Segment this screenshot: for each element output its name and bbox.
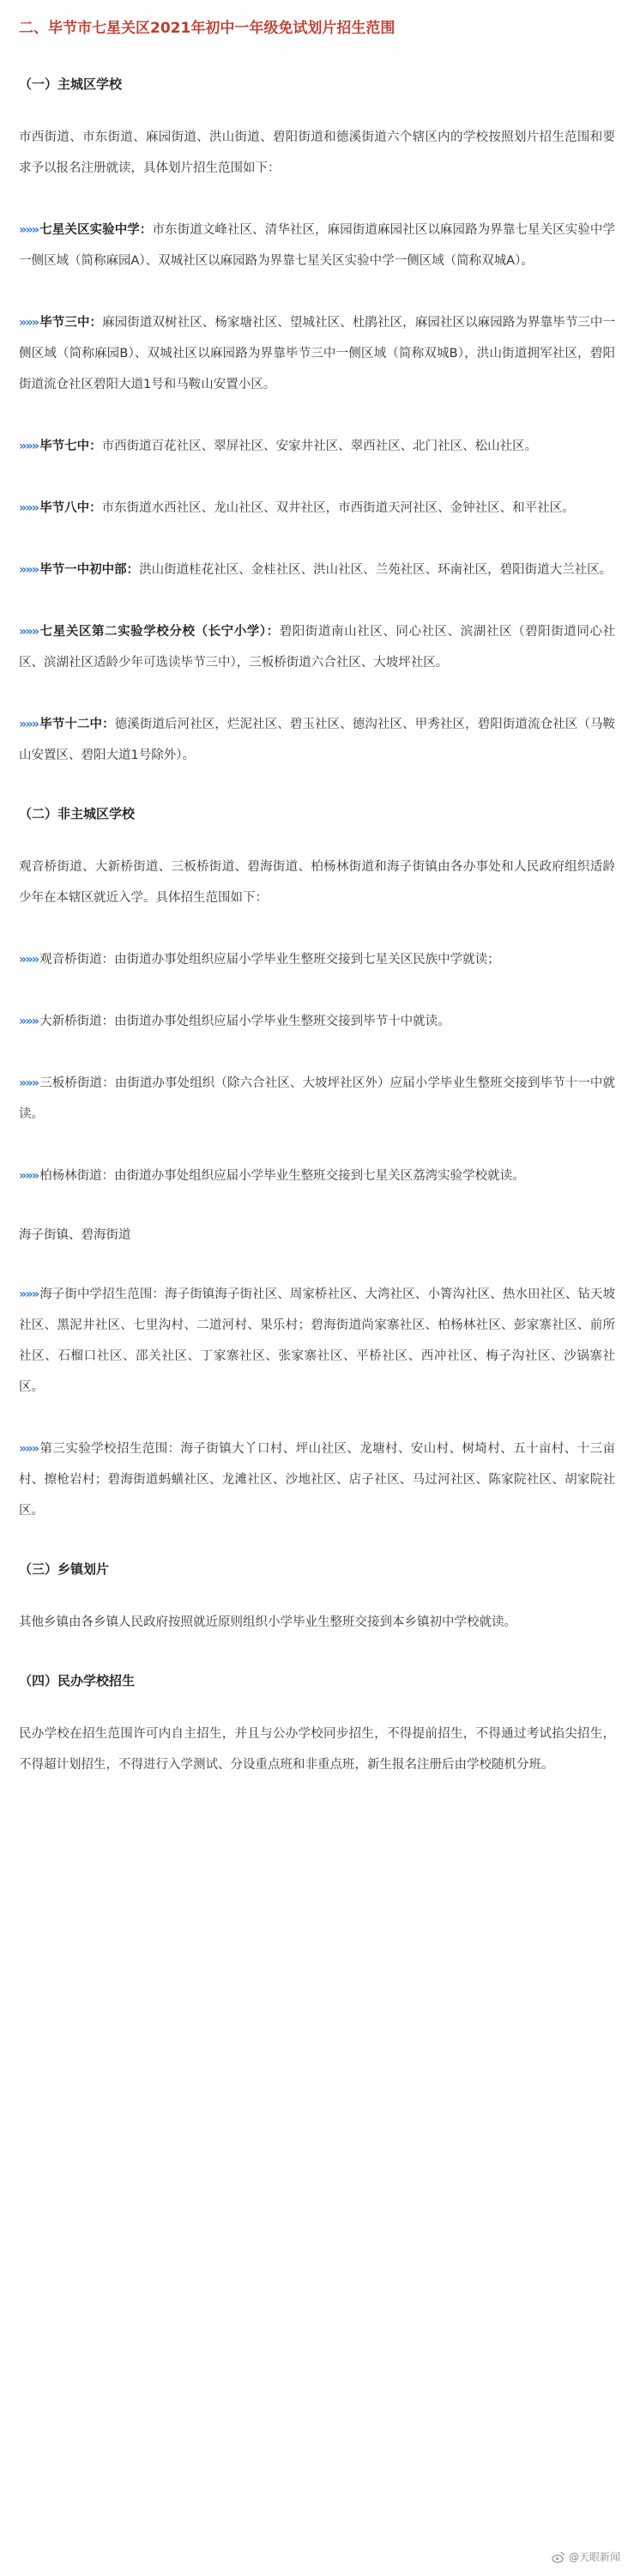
arrow-icon: »»» — [19, 563, 39, 577]
arrow-icon: »»» — [19, 439, 39, 453]
section-text-township: 其他乡镇由各乡镇人民政府按照就近原则组织小学毕业生整班交接到本乡镇初中学校就读。 — [19, 1615, 516, 1629]
school-name: 毕节一中初中部： — [39, 563, 140, 577]
school-range: 德溪街道后河社区，烂泥社区、碧玉社区、德沟社区、甲秀社区，碧阳街道流仓社区（马鞍山安置区、碧阳大道1号除外）。 — [19, 718, 615, 762]
arrow-icon: »»» — [19, 625, 39, 639]
street-entry — [19, 944, 615, 975]
school-entry — [19, 709, 615, 771]
school-entry — [19, 616, 615, 678]
school-name: 毕节三中： — [39, 316, 103, 330]
street-entry — [19, 1006, 615, 1037]
street-range: 柏杨林街道：由街道办事处组织应届小学毕业生整班交接到七星关区荔湾实验学校就读。 — [39, 1169, 525, 1183]
street-range: 第三实验学校招生范围：海子街镇大丫口村、坪山社区、龙塘村、安山村、树埼村、五十亩村、十三亩村、擦枪岩村；碧海街道蚂蟥社区、龙滩社区、沙地社区、店子社区、马过河社区、陈家院社区、胡家院社区。 — [19, 1442, 615, 1518]
arrow-icon: »»» — [19, 1442, 39, 1456]
arrow-icon: »»» — [19, 1169, 39, 1183]
street-range: 大新桥街道：由街道办事处组织应届小学毕业生整班交接到毕节十中就读。 — [39, 1015, 450, 1028]
street-entry — [19, 1068, 615, 1130]
school-name: 七星关区实验中学： — [39, 223, 153, 237]
school-range: 市东街道文峰社区、清华社区，麻园街道麻园社区以麻园路为界靠七星关区实验中学一侧区域（简称麻园A）、双城社区以麻园路为界靠七星关区实验中学一侧区域（简称双城A）。 — [19, 223, 616, 268]
school-range: 碧阳街道南山社区、同心社区、滨湖社区（碧阳街道同心社区、滨湖社区适龄少年可选读毕节三中），三板桥街道六合社区、大坡坪社区。 — [19, 625, 616, 670]
school-entry — [19, 307, 615, 400]
street-range: 海子街中学招生范围：海子街镇海子街社区、周家桥社区、大湾社区、小箐沟社区、热水田社区、钻天坡社区、黑泥井社区、七里沟村、二道河村、果乐村；碧海街道尚家寨社区、柏杨林社区、彭家寨社区、前所社区、石榴口社区、邵关社区、丁家寨社区、张家寨社区、平桥社区、西冲社区、梅子沟社区、沙锅寨社区。 — [19, 1288, 615, 1394]
street-entry — [19, 1279, 615, 1403]
section-heading-main-city: （一）主城区学校 — [19, 76, 123, 92]
arrow-icon: »»» — [19, 501, 39, 515]
school-range: 市西街道百花社区、翠屏社区、安家井社区、翠西社区、北门社区、松山社区。 — [101, 439, 538, 453]
arrow-icon: »»» — [19, 953, 39, 967]
watermark — [552, 2549, 620, 2564]
school-entry — [19, 493, 615, 524]
arrow-icon: »»» — [19, 223, 39, 237]
section-heading-private: （四）民办学校招生 — [19, 1673, 136, 1688]
article-title: 二、毕节市七星关区2021年初中一年级免试划片招生范围 — [19, 20, 395, 37]
school-entry — [19, 555, 615, 585]
school-name: 毕节八中： — [39, 501, 102, 515]
street-entry — [19, 1433, 615, 1526]
arrow-icon: »»» — [19, 316, 39, 330]
school-range: 麻园街道双树社区、杨家塘社区、望城社区、杜鹃社区，麻园社区以麻园路为界靠毕节三中一侧区域（简称麻园B）、双城社区以麻园路为界靠毕节三中一侧区域（简称双城B），洪山街道拥军社区，碧阳街道流仓社区碧阳大道1号和马鞍山安置小区。 — [19, 316, 616, 391]
arrow-icon: »»» — [19, 1015, 39, 1028]
section-intro-main-city: 市西街道、市东街道、麻园街道、洪山街道、碧阳街道和德溪街道六个辖区内的学校按照划片招生范围和要求予以报名注册就读，具体划片招生范围如下： — [19, 130, 615, 175]
section-heading-non-main-city: （二）非主城区学校 — [19, 806, 136, 821]
school-name: 七星关区第二实验学校分校（长宁小学）： — [39, 625, 280, 639]
section-intro-non-main-city: 观音桥街道、大新桥街道、三板桥街道、碧海街道、柏杨林街道和海子街镇由各办事处和人民政府组织适龄少年在本辖区就近入学。具体招生范围如下： — [19, 860, 615, 905]
weibo-icon — [552, 2550, 565, 2564]
arrow-icon: »»» — [19, 1076, 39, 1090]
arrow-icon: »»» — [19, 1288, 39, 1301]
street-entry — [19, 1161, 615, 1191]
school-range: 市东街道水西社区、龙山社区、双井社区，市西街道天河社区、金钟社区、和平社区。 — [101, 501, 575, 515]
subgroup-label: 海子街镇、碧海街道 — [19, 1228, 131, 1242]
watermark-text: @天眼新闻 — [568, 2551, 620, 2563]
school-name: 毕节十二中： — [39, 718, 115, 731]
street-range: 三板桥街道：由街道办事处组织（除六合社区、大坡坪社区外）应届小学毕业生整班交接到毕节十一中就读。 — [19, 1076, 615, 1121]
section-text-private: 民办学校在招生范围许可内自主招生，并且与公办学校同步招生，不得提前招生，不得通过考试掐尖招生，不得超计划招生，不得进行入学测试、分设重点班和非重点班，新生报名注册后由学校随机分班。 — [19, 1727, 615, 1772]
school-name: 毕节七中： — [39, 439, 102, 453]
section-heading-township: （三）乡镇划片 — [19, 1561, 110, 1577]
street-range: 观音桥街道：由街道办事处组织应届小学毕业生整班交接到七星关区民族中学就读； — [39, 953, 500, 967]
school-entry — [19, 431, 615, 462]
school-range: 洪山街道桂花社区、金桂社区、洪山社区、兰苑社区、环南社区，碧阳街道大兰社区。 — [139, 563, 613, 577]
school-entry — [19, 215, 615, 276]
arrow-icon: »»» — [19, 718, 39, 731]
